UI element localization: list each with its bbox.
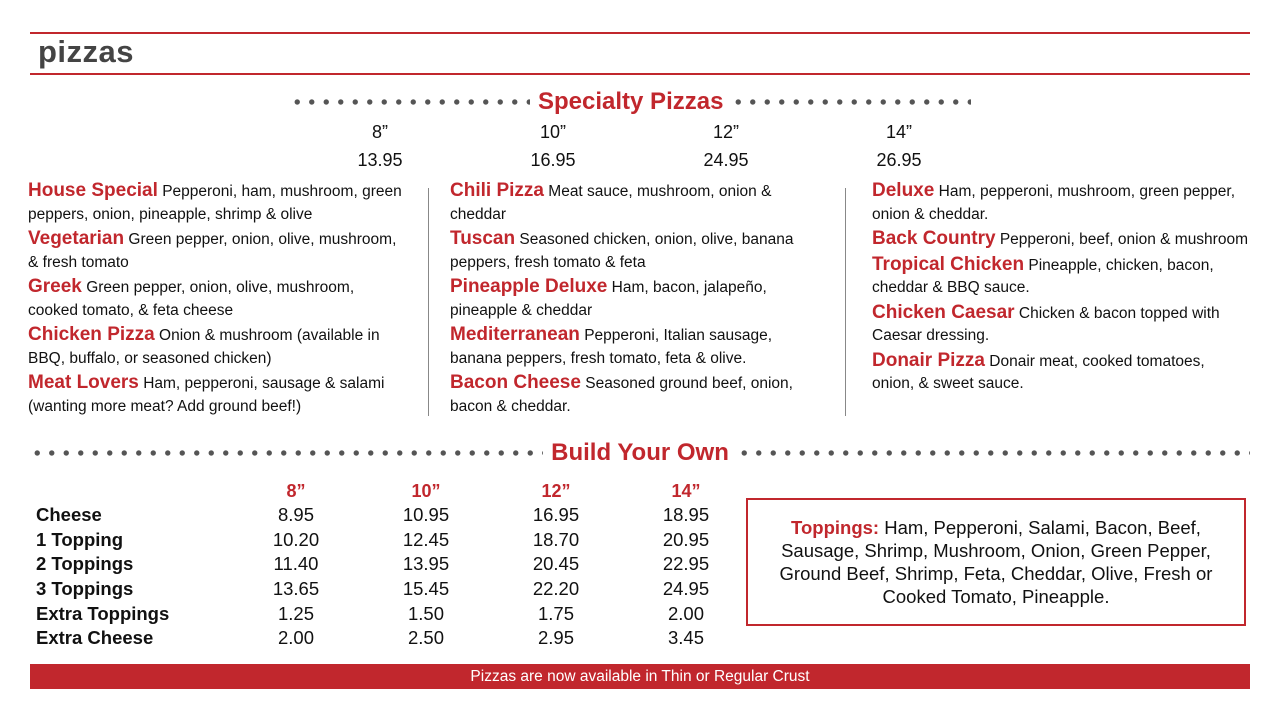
- item-desc: Ham, pepperoni, sausage & salami (wanting more meat? Add ground beef!): [28, 375, 385, 415]
- row-label: Extra Toppings: [36, 602, 170, 624]
- item-desc: Ham, bacon, jalapeño, pineapple & cheddar: [450, 279, 767, 319]
- toppings-box: [746, 498, 1246, 626]
- item-name: Chicken Pizza: [28, 324, 155, 345]
- toppings-list: Ham, Pepperoni, Salami, Bacon, Beef, Sausage, Shrimp, Mushroom, Onion, Green Pepper, Ground Beef, Shrimp, Feta, Cheddar, Olive, Fresh or Cooked Tomato, Pineapple.: [779, 517, 1213, 607]
- item-name: Meat Lovers: [28, 372, 139, 393]
- item-name: Back Country: [872, 228, 996, 249]
- table-row: [30, 577, 751, 602]
- dot-leader-right: [737, 450, 1250, 456]
- header-size-14: 14”: [671, 480, 701, 501]
- build-price-table: [30, 479, 751, 651]
- item-name: Deluxe: [872, 180, 935, 201]
- specialty-size-14: 14”: [885, 122, 912, 142]
- specialty-column-2: [450, 180, 828, 420]
- row-label: 1 Topping: [36, 528, 123, 550]
- toppings-label: Toppings:: [791, 517, 880, 538]
- menu-item: [450, 276, 828, 322]
- header-size-12: 12”: [541, 480, 571, 501]
- menu-item: [872, 302, 1250, 348]
- price-cell: 10.95: [402, 504, 450, 526]
- menu-item: [28, 324, 406, 370]
- column-divider: [845, 188, 846, 416]
- row-label: Extra Cheese: [36, 627, 154, 649]
- dot-leader-left: [290, 99, 530, 105]
- table-row: [30, 503, 751, 528]
- specialty-title: Specialty Pizzas: [538, 88, 724, 115]
- item-name: Tuscan: [450, 228, 516, 249]
- specialty-size-12: 12”: [712, 122, 739, 142]
- row-label: 3 Toppings: [36, 578, 134, 600]
- menu-item: [450, 324, 828, 370]
- price-cell: 13.65: [272, 578, 320, 600]
- item-name: Pineapple Deluxe: [450, 276, 608, 297]
- item-desc: Green pepper, onion, olive, mushroom, & fresh tomato: [28, 231, 397, 271]
- specialty-column-3: [872, 180, 1250, 398]
- item-desc: Ham, pepperoni, mushroom, green pepper, onion & cheddar.: [872, 183, 1236, 223]
- menu-item: [872, 350, 1250, 396]
- item-desc: Donair meat, cooked tomatoes, onion, & sweet sauce.: [872, 352, 1205, 392]
- row-label: Cheese: [36, 504, 102, 526]
- item-desc: Onion & mushroom (available in BBQ, buffalo, or seasoned chicken): [28, 327, 380, 367]
- price-cell: 1.50: [407, 602, 444, 624]
- price-cell: 2.00: [667, 602, 704, 624]
- price-cell: 3.45: [667, 627, 704, 649]
- specialty-size-10: 10”: [539, 122, 566, 142]
- table-row: [30, 601, 751, 626]
- build-title: Build Your Own: [551, 439, 729, 466]
- price-cell: 16.95: [532, 504, 580, 526]
- specialty-size-8: 8”: [371, 122, 388, 142]
- price-cell: 22.95: [662, 553, 710, 575]
- menu-item: [872, 228, 1250, 252]
- item-name: Vegetarian: [28, 228, 125, 249]
- item-name: House Special: [28, 180, 158, 201]
- price-cell: 1.75: [537, 602, 574, 624]
- specialty-column-1: [28, 180, 406, 420]
- specialty-price-12: 24.95: [703, 150, 749, 170]
- item-name: Greek: [28, 276, 82, 297]
- item-desc: Chicken & bacon topped with Caesar dressing.: [872, 304, 1220, 344]
- specialty-price-8: 13.95: [357, 150, 403, 170]
- item-name: Bacon Cheese: [450, 372, 581, 393]
- price-cell: 11.40: [273, 553, 319, 575]
- row-label: 2 Toppings: [36, 553, 134, 575]
- toppings-content: [768, 516, 1224, 608]
- item-desc: Pineapple, chicken, bacon, cheddar & BBQ sauce.: [872, 256, 1214, 296]
- build-header: [30, 439, 1250, 467]
- price-cell: 2.00: [277, 627, 314, 649]
- item-desc: Pepperoni, ham, mushroom, green peppers, onion, pineapple, shrimp & olive: [28, 183, 402, 223]
- header-blank: [30, 479, 231, 503]
- price-cell: 24.95: [662, 578, 710, 600]
- price-cell: 2.50: [407, 627, 444, 649]
- price-cell: 2.95: [537, 627, 574, 649]
- price-cell: 20.45: [532, 553, 580, 575]
- table-row: [30, 552, 751, 577]
- item-desc: Seasoned chicken, onion, olive, banana peppers, fresh tomato & feta: [450, 231, 794, 271]
- column-divider: [428, 188, 429, 416]
- price-cell: 8.95: [277, 504, 314, 526]
- menu-item: [872, 180, 1250, 226]
- specialty-price-10: 16.95: [530, 150, 576, 170]
- menu-item: [872, 254, 1250, 300]
- item-name: Mediterranean: [450, 324, 580, 345]
- menu-item: [450, 228, 828, 274]
- item-name: Tropical Chicken: [872, 253, 1025, 275]
- price-cell: 13.95: [402, 553, 450, 575]
- price-cell: 1.25: [277, 602, 314, 624]
- footer-banner: Pizzas are now available in Thin or Regular Crust: [30, 664, 1250, 689]
- item-desc: Meat sauce, mushroom, onion & cheddar: [450, 183, 772, 223]
- table-row: [30, 528, 751, 553]
- item-desc: Pepperoni, beef, onion & mushroom: [999, 231, 1248, 248]
- price-cell: 12.45: [402, 528, 450, 550]
- price-cell: 20.95: [662, 528, 710, 550]
- header-size-10: 10”: [411, 480, 441, 501]
- price-cell: 18.95: [662, 504, 710, 526]
- specialty-price-14: 26.95: [876, 150, 922, 170]
- header-size-8: 8”: [286, 480, 306, 501]
- price-cell: 18.70: [532, 528, 580, 550]
- price-cell: 10.20: [272, 528, 320, 550]
- menu-item: [450, 372, 828, 418]
- menu-item: [28, 276, 406, 322]
- menu-item: [28, 228, 406, 274]
- page-title: pizzas: [38, 34, 135, 69]
- item-name: Chicken Caesar: [872, 301, 1015, 323]
- menu-item: [450, 180, 828, 226]
- dot-leader-right: [731, 99, 971, 105]
- price-cell: 22.20: [532, 578, 580, 600]
- item-name: Donair Pizza: [872, 349, 985, 371]
- table-row: [30, 626, 751, 651]
- item-name: Chili Pizza: [450, 180, 544, 201]
- menu-item: [28, 372, 406, 418]
- title-underline: [30, 73, 1250, 75]
- top-rule: [30, 32, 1250, 34]
- item-desc: Green pepper, onion, olive, mushroom, cooked tomato, & feta cheese: [28, 279, 355, 319]
- dot-leader-left: [30, 450, 543, 456]
- item-desc: Seasoned ground beef, onion, bacon & cheddar.: [450, 375, 793, 415]
- menu-item: [28, 180, 406, 226]
- table-header-row: [30, 479, 751, 503]
- price-cell: 15.45: [402, 578, 450, 600]
- specialty-header: [290, 88, 971, 116]
- item-desc: Pepperoni, Italian sausage, banana peppers, fresh tomato, feta & olive.: [450, 327, 773, 367]
